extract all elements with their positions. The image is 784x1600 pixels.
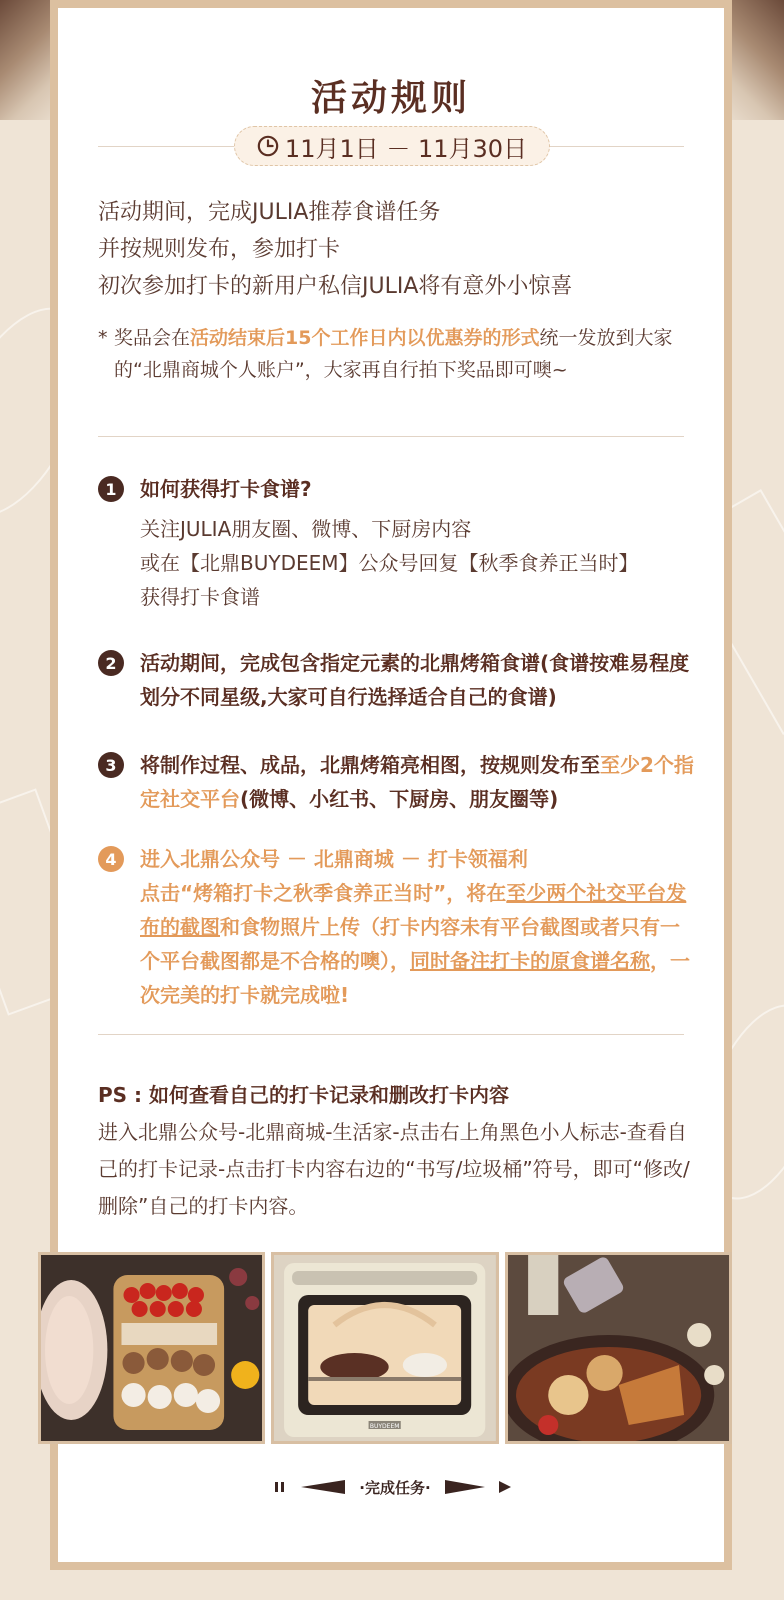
step-underline: 同时备注打卡的原食谱名称 — [410, 949, 650, 973]
oven-brand-label: BUYDEEM — [370, 1423, 400, 1430]
step-number-badge: 4 — [98, 846, 124, 872]
arrow-left-icon[interactable] — [301, 1480, 345, 1494]
step-line: 关注JULIA朋友圈、微博、下厨房内容 — [140, 517, 472, 541]
intro-text — [98, 194, 684, 305]
rule-step-1 — [98, 472, 694, 614]
ps-body: 进入北鼎公众号-北鼎商城-生活家-点击右上角黑色小人标志-查看自己的打卡记录-点击打卡内容右边的“书写/垃圾桶”符号，即可“修改/删除”自己的打卡内容。 — [98, 1120, 690, 1218]
footer-label: ·完成任务· — [359, 1478, 431, 1497]
page-title: 活动规则 — [310, 78, 471, 119]
photo-strip — [38, 1252, 732, 1444]
step-number-badge: 1 — [98, 476, 124, 502]
step-line: 获得打卡食谱 — [140, 585, 260, 609]
footer-nav — [0, 1472, 784, 1502]
rule-step-4 — [98, 842, 694, 1012]
play-icon[interactable] — [499, 1480, 511, 1494]
note-text: 奖品会在 — [114, 327, 191, 349]
pause-icon[interactable] — [273, 1481, 287, 1493]
roasted-dish-photo — [505, 1252, 732, 1444]
arrow-right-icon[interactable] — [445, 1480, 485, 1494]
step-text: ，一次完美的打卡就完成啦! — [140, 949, 690, 1007]
section-divider — [98, 1034, 684, 1035]
step-title: 进入北鼎公众号 － 北鼎商城 － 打卡领福利 — [140, 847, 528, 871]
rule-step-2 — [98, 646, 694, 714]
step-text: 点击“烤箱打卡之秋季食养正当时”，将在 — [140, 881, 507, 905]
step-text: 和食物照片上传（打卡内容未有平台截图或者只有一个平台截图都是不合格的噢）， — [140, 915, 680, 973]
section-divider — [98, 436, 684, 437]
prize-note — [98, 322, 694, 386]
step-number-badge: 3 — [98, 752, 124, 778]
intro-line: 并按规则发布，参加打卡 — [98, 237, 341, 262]
ps-title: PS : 如何查看自己的打卡记录和删改打卡内容 — [98, 1083, 509, 1107]
intro-line: 初次参加打卡的新用户私信JULIA将有意外小惊喜 — [98, 274, 573, 299]
step-line: 或在【北鼎BUYDEEM】公众号回复【秋季食养正当时】 — [140, 551, 639, 575]
date-range-badge — [234, 126, 550, 166]
intro-line: 活动期间，完成JULIA推荐食谱任务 — [98, 200, 441, 225]
oven-photo — [271, 1252, 498, 1444]
note-highlight: 活动结束后15个工作日内以优惠券的形式 — [190, 327, 540, 349]
step-underline: 至少两个社交平台发布的截图 — [140, 881, 687, 939]
step-text: 将制作过程、成品，北鼎烤箱亮相图，按规则发布至 — [140, 753, 600, 777]
rule-step-3 — [98, 748, 694, 816]
step-title: 如何获得打卡食谱? — [140, 477, 312, 501]
step-text: 活动期间，完成包含指定元素的北鼎烤箱食谱(食谱按难易程度划分不同星级,大家可自行选择适合自己的食谱) — [140, 651, 690, 709]
step-highlight: 至少2个指定社交平台 — [140, 753, 694, 811]
clock-icon — [257, 135, 279, 157]
note-asterisk: * — [98, 327, 108, 349]
ingredients-photo — [38, 1252, 265, 1444]
step-text: (微博、小红书、下厨房、朋友圈等) — [240, 787, 559, 811]
step-number-badge: 2 — [98, 650, 124, 676]
note-text: 统一发放到大家的“北鼎商城个人账户”，大家再自行拍下奖品即可噢~ — [114, 327, 673, 381]
date-range-text: 11月1日 － 11月30日 — [284, 134, 528, 163]
